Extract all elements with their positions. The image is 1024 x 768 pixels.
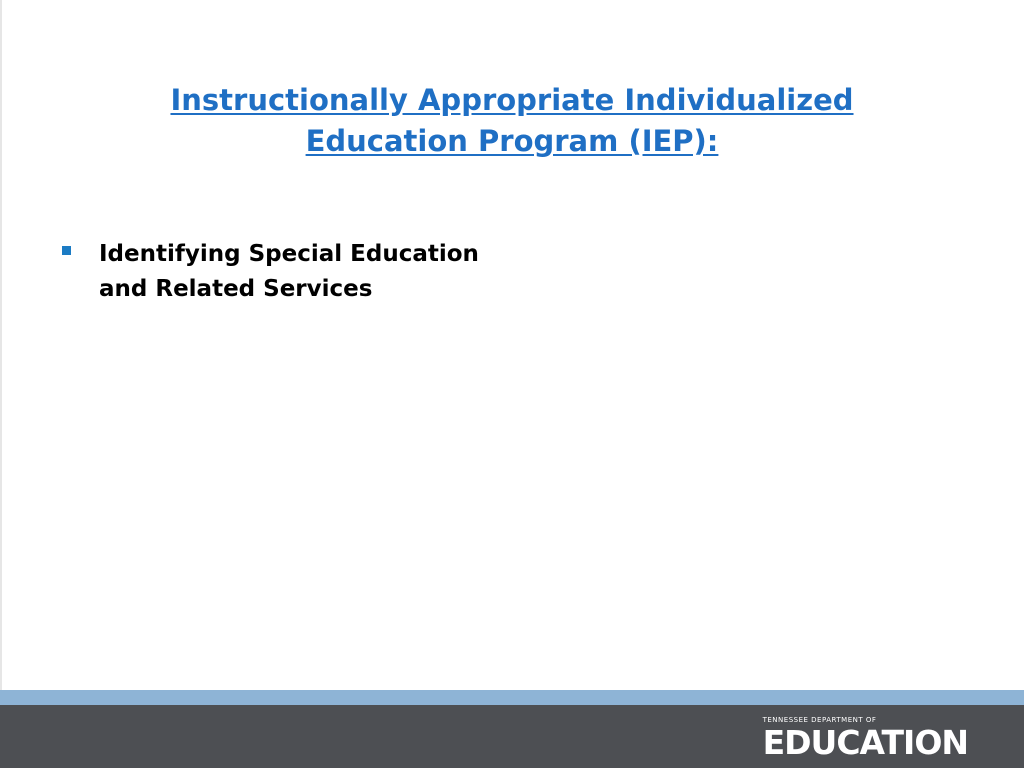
- footer-accent-band: [0, 690, 1024, 705]
- slide-left-edge: [0, 0, 2, 690]
- slide-title-line-1: Instructionally Appropriate Individualized: [170, 83, 854, 117]
- bullet-text-line-2: and Related Services: [99, 276, 373, 302]
- bullet-item: [62, 237, 479, 307]
- logo-education-text: EDUCATION: [762, 723, 968, 762]
- square-bullet-icon: [62, 246, 71, 255]
- slide-title-line-2: Education Program (IEP):: [305, 124, 719, 158]
- bullet-text: [99, 237, 479, 307]
- tn-education-logo: [763, 716, 968, 761]
- slide-title: [100, 80, 924, 162]
- bullet-text-line-1: Identifying Special Education: [99, 241, 479, 267]
- logo-department-text: TENNESSEE DEPARTMENT OF: [762, 716, 877, 724]
